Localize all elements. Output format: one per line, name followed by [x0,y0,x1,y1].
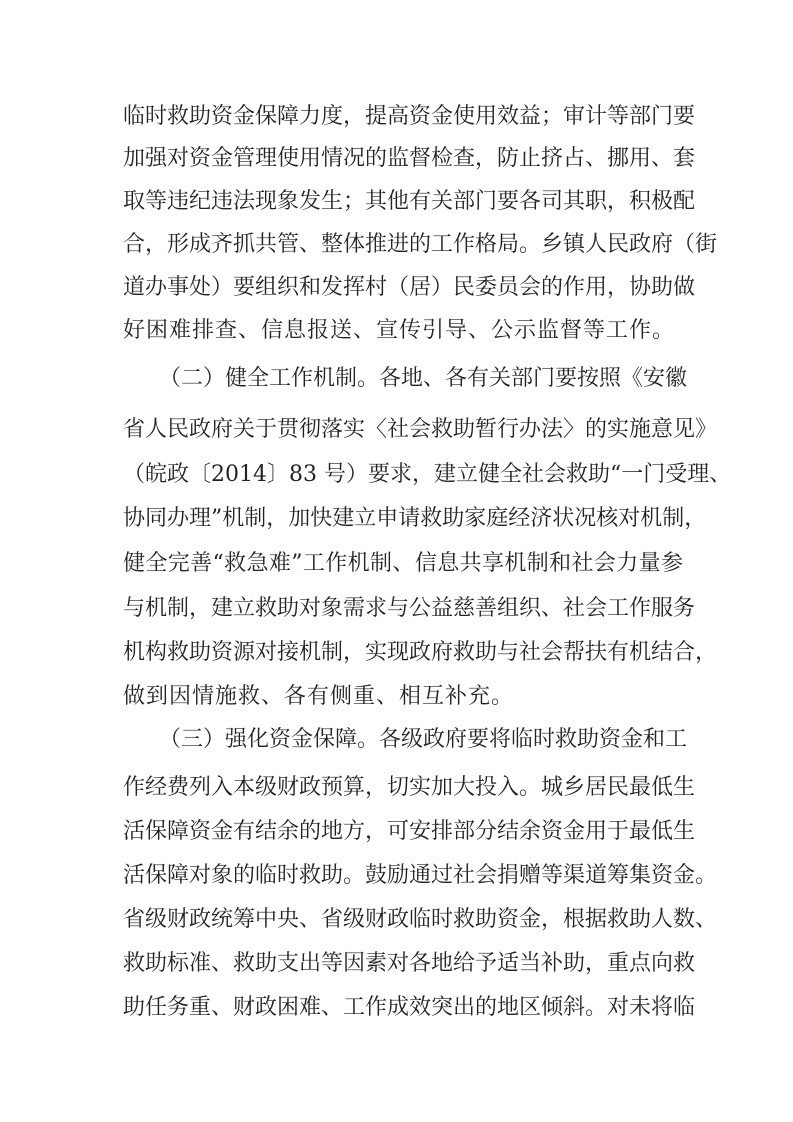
paragraph-3-line-5: 省级财政统筹中央、省级财政临时救助资金，根据救助人数、 [123,907,718,932]
paragraph-3-line-6: 救助标准、救助支出等因素对各地给予适当补助，重点向救 [123,951,696,976]
paragraph-1-line-6: 好困难排查、信息报送、宣传引导、公示监督等工作。 [123,318,676,343]
paragraph-1-line-3: 取等违纪违法现象发生；其他有关部门要各司其职，积极配 [123,189,696,214]
paragraph-2-line-8: 做到因情施救、各有侧重、相互补充。 [123,684,515,709]
paragraph-3-line-4: 活保障对象的临时救助。鼓励通过社会捐赠等渠道筹集资金。 [123,863,718,888]
paragraph-3-line-2: 作经费列入本级财政预算，切实加大投入。城乡居民最低生 [123,775,696,800]
paragraph-3-line-7: 助任务重、财政困难、工作成效突出的地区倾斜。对未将临 [123,995,696,1020]
paragraph-3-line-3: 活保障资金有结余的地方，可安排部分结余资金用于最低生 [123,819,696,844]
paragraph-2-line-5: 健全完善“救急难”工作机制、信息共享机制和社会力量参 [123,551,683,576]
paragraph-2-line-4: 协同办理”机制，加快建立申请救助家庭经济状况核对机制， [123,506,707,531]
paragraph-1-line-4: 合，形成齐抓共管、整体推进的工作格局。乡镇人民政府（街 [123,232,718,257]
paragraph-2-line-2: 省人民政府关于贯彻落实〈社会救助暂行办法〉的实施意见》 [123,417,718,442]
paragraph-2-line-1: （二）健全工作机制。各地、各有关部门要按照《安徽 [159,366,688,391]
paragraph-1-line-5: 道办事处）要组织和发挥村（居）民委员会的作用，协助做 [123,275,696,300]
paragraph-1-line-2: 加强对资金管理使用情况的监督检查，防止挤占、挪用、套 [123,146,696,171]
paragraph-2-line-6: 与机制，建立救助对象需求与公益慈善组织、社会工作服务 [123,596,696,621]
paragraph-2-line-3: （皖政〔2014〕83 号）要求，建立健全社会救助“一门受理、 [123,462,732,487]
paragraph-1-line-1: 临时救助资金保障力度，提高资金使用效益；审计等部门要 [123,104,696,129]
paragraph-2-line-7: 机构救助资源对接机制，实现政府救助与社会帮扶有机结合， [123,640,718,665]
paragraph-3-line-1: （三）强化资金保障。各级政府要将临时救助资金和工 [159,727,688,752]
